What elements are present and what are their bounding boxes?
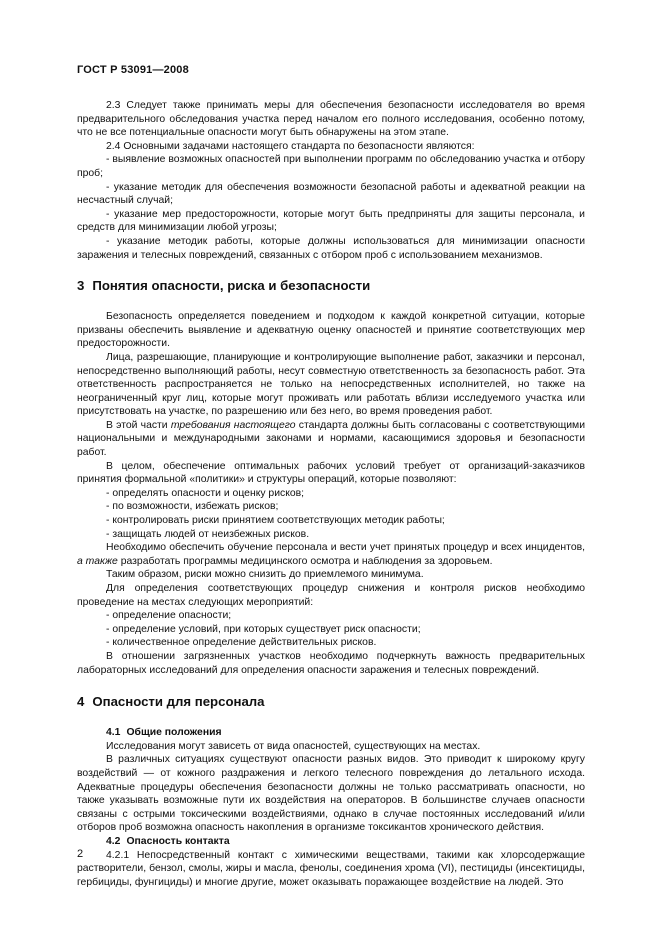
text-run: разработать программы медицинского осмотра и наблюдения за здоровьем. [117,555,493,567]
subsection-title: Общие положения [126,727,222,739]
section-title: Понятия опасности, риска и безопасности [92,278,371,294]
clause-2-4: 2.4 Основными задачами настоящего стандарта по безопасности являются: [106,140,475,152]
section-3-heading [77,278,585,294]
paragraph: В различных ситуациях существуют опасности разных видов. Это приводит к широкому кругу воздействий — от кожного раздражения и легкого телесного повреждения до летального исхода. Адекватные процедуры обеспечения безопасности должны не только рассматривать опасности, но также указывать возможные пути их воздействия на операторов. В большинстве случаев опасности связаны с острыми токсическими воздействиями, однако в случае постоянных исследований и/или отборов проб возможна опасность накопления в организме токсикантов хронического действия. [77,754,585,834]
paragraph [77,541,585,568]
paragraph: Безопасность определяется поведением и подходом к каждой конкретной ситуации, которые призваны обеспечить выявление и адекватную оценку опасностей и принятие соответствующих мер предосторожности. [77,311,585,350]
subsection-number: 4.1 [106,727,121,739]
list-item: - защищать людей от неизбежных рисков. [106,528,310,540]
subsection-4-1-heading [77,726,585,740]
subsection-number: 4.2 [106,835,121,847]
paragraph: Исследования могут зависеть от вида опасностей, существующих на местах. [106,740,481,752]
list-item: - указание мер предосторожности, которые могут быть предприняты для защиты персонала, и средств для минимизации любой угрозы; [77,208,585,234]
paragraph: Таким образом, риски можно снизить до приемлемого минимума. [106,569,424,581]
list-item: - контролировать риски принятием соответствующих методик работы; [106,515,445,527]
paragraph: 4.2.1 Непосредственный контакт с химическими веществами, такими как хлорсодержащие растворители, бензол, смолы, жиры и масла, фенолы, соединения хрома (VI), пестициды (инсектициды, гербициды, фунгициды) и многие другие, может оказывать поражающее воздействие на людей. Это [77,849,585,888]
italic-text: требования настоящего [170,419,296,431]
paragraph [77,419,585,460]
clause-2-3: 2.3 Следует также принимать меры для обеспечения безопасности исследователя во время предварительного обследования участка перед началом его полного исследования, особенно потому, что не все потенциальные опасности могут быть обнаружены на этом этапе. [77,100,585,139]
paragraph: В целом, обеспечение оптимальных рабочих условий требует от организаций-заказчиков принятия формальной «политики» и структуры операций, которые позволяют: [77,460,585,486]
italic-text: а также [77,555,118,567]
section-4-heading [77,694,585,710]
section-number: 3 [77,278,85,294]
paragraph: Для определения соответствующих процедур снижения и контроля рисков необходимо проведение на местах следующих мероприятий: [77,583,585,608]
section-number: 4 [77,694,85,710]
subsection-title: Опасность контакта [126,835,230,847]
paragraph: В отношении загрязненных участков необходимо подчеркнуть важность предварительных лабораторных исследований для определения опасности заражения и телесных повреждений. [77,650,585,676]
document-body [77,99,585,889]
standard-header: ГОСТ Р 53091—2008 [77,64,189,76]
text-run: В этой части [106,419,171,431]
list-item: - количественное определение действительных рисков. [106,637,377,649]
list-item: - указание методик для обеспечения возможности безопасной работы и адекватной реакции на несчастный случай; [77,181,585,207]
text-run: Необходимо обеспечить обучение персонала и вести учет принятых процедур и всех инцидентов, [106,542,585,554]
section-title: Опасности для персонала [92,694,265,710]
list-item: - определять опасности и оценку рисков; [106,487,305,499]
subsection-4-2-heading [77,835,585,849]
text-run: стандарта должны быть согласованы с соответствующими национальными и международными законами и нормами, касающимися здоровья и безопасности работ. [77,419,585,459]
list-item: - выявление возможных опасностей при выполнении программ по обследованию участка и отбору проб; [77,154,585,179]
page-number: 2 [77,848,84,860]
paragraph: Лица, разрешающие, планирующие и контролирующие выполнение работ, заказчики и персонал, непосредственно выполняющий работы, несут совместную ответственность за безопасность работ. Эта ответственность распространяется не только на непосредственных исполнителей, но также на неограниченный круг лиц, которые могут проживать или работать вблизи исследуемого участка или присутствовать на участке, по разрешению или без него, во время проведения работ. [77,351,585,418]
list-item: - по возможности, избежать рисков; [106,501,279,513]
list-item: - определение опасности; [106,610,232,622]
list-item: - указание методик работы, которые должны использоваться для минимизации опасности заражения и телесных повреждений, связанных с отбором проб с использованием механизмов. [77,235,585,261]
list-item: - определение условий, при которых существует риск опасности; [106,623,421,635]
